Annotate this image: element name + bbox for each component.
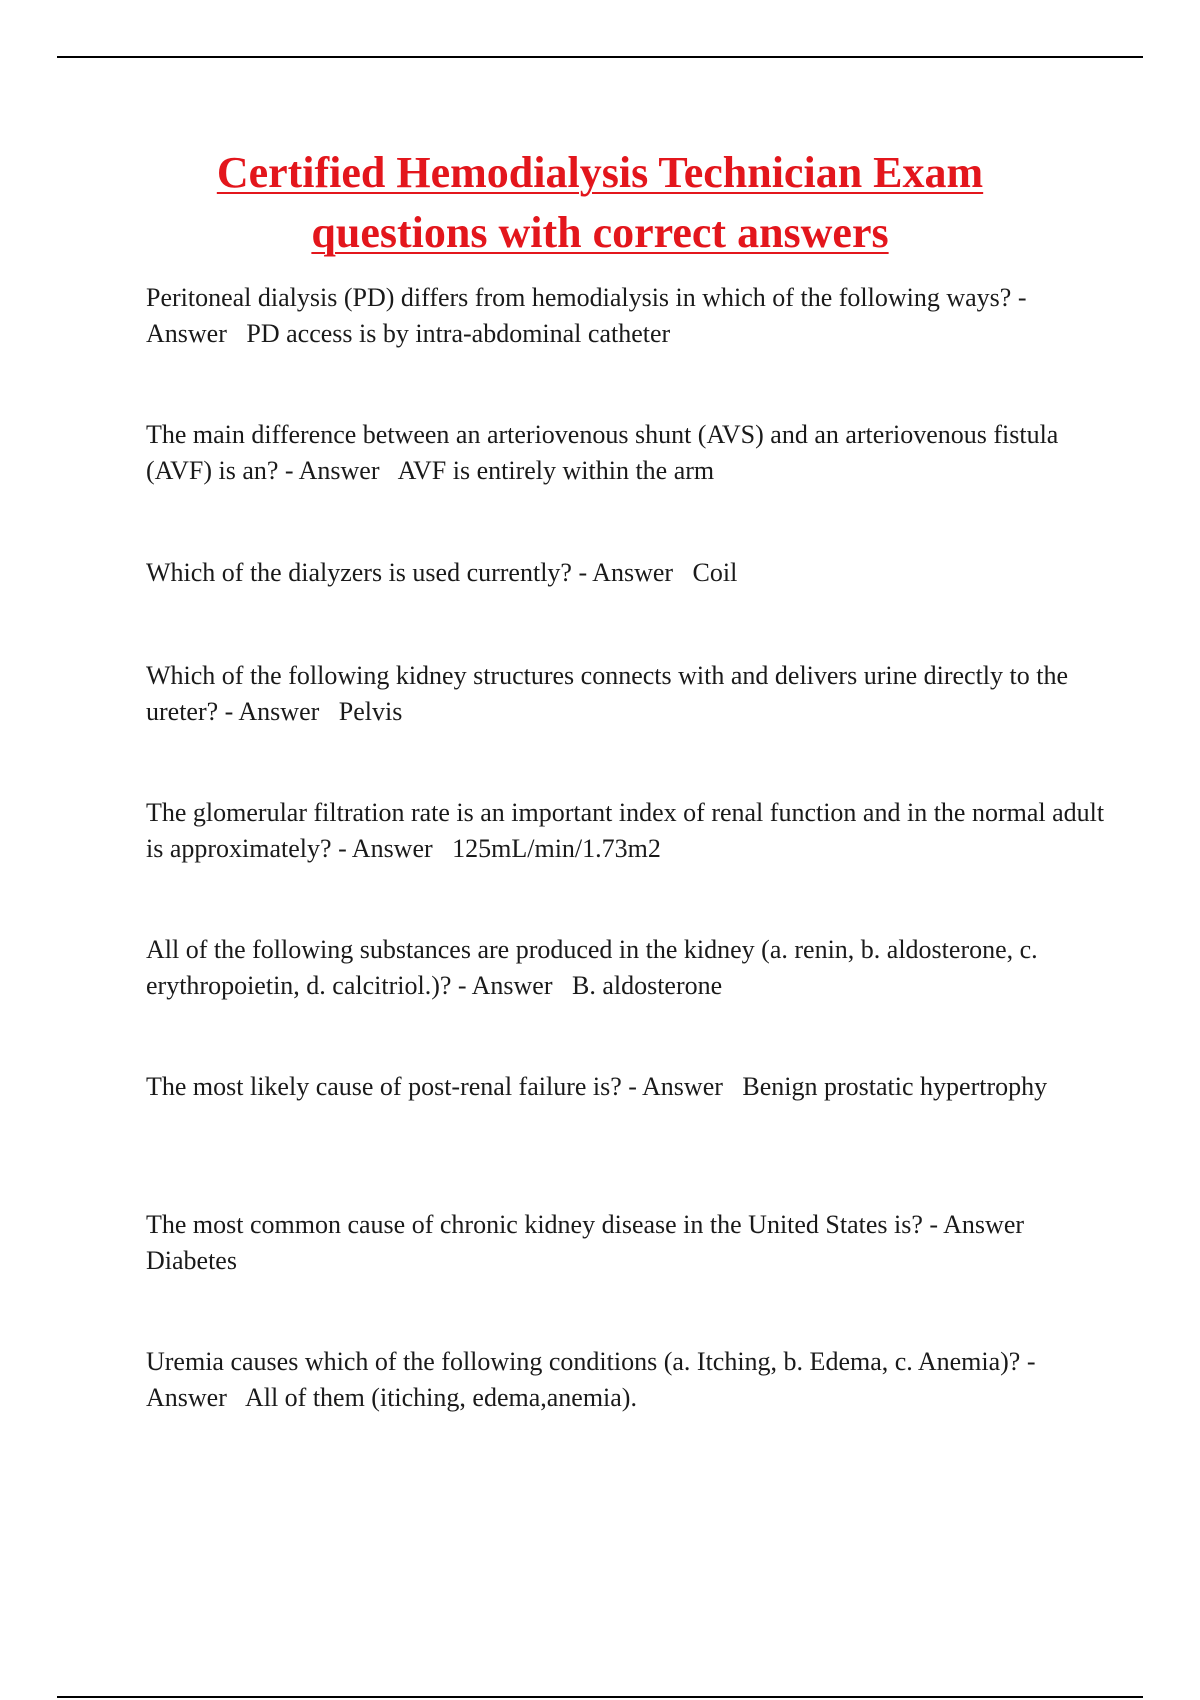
answer-separator: - Answer (922, 1210, 1044, 1239)
question-text: Which of the dialyzers is used currently? (146, 558, 572, 587)
qa-item-5 (146, 795, 1111, 867)
question-text: The main difference between an arteriovenous shunt (AVS) and an arteriovenous fistula (AVF) is an? (146, 420, 1065, 485)
qa-item-4 (146, 658, 1106, 730)
title-line-2: questions with correct answers (311, 208, 889, 257)
question-text: Uremia causes which of the following conditions (a. Itching, b. Edema, c. Anemia)? (146, 1347, 1021, 1376)
bottom-rule (57, 1696, 1143, 1698)
qa-item-9 (146, 1344, 1106, 1416)
answer-text: Pelvis (338, 697, 403, 726)
answer-text: Coil (692, 558, 738, 587)
title-line-1: Certified Hemodialysis Technician Exam (216, 148, 984, 197)
qa-item-3 (146, 555, 1106, 591)
document-title (100, 143, 1100, 263)
question-text: The most common cause of chronic kidney disease in the United States is? (146, 1210, 923, 1239)
answer-text: Benign prostatic hypertrophy (742, 1072, 1048, 1101)
answer-text: PD access is by intra-abdominal catheter (246, 319, 671, 348)
qa-item-8 (146, 1207, 1106, 1279)
answer-separator: - Answer (146, 283, 1032, 348)
answer-separator: - Answer (451, 971, 572, 1000)
answer-text: B. aldosterone (571, 971, 723, 1000)
answer-separator: - Answer (621, 1072, 743, 1101)
qa-item-7 (146, 1069, 1106, 1105)
top-rule (57, 56, 1143, 58)
answer-separator: - Answer (331, 834, 453, 863)
question-text: The most likely cause of post-renal failure is? (146, 1072, 622, 1101)
answer-text: Diabetes (146, 1246, 237, 1275)
answer-separator: - Answer (571, 558, 693, 587)
qa-item-6 (146, 932, 1106, 1004)
qa-item-2 (146, 417, 1106, 489)
question-text: All of the following substances are produced in the kidney (a. renin, b. aldosterone, c. erythropoietin, d. calcitriol.)? (146, 935, 1045, 1000)
answer-separator: - Answer (146, 1347, 1041, 1412)
question-text: Peritoneal dialysis (PD) differs from hemodialysis in which of the following ways? (146, 283, 1012, 312)
answer-text: 125mL/min/1.73m2 (452, 834, 661, 863)
qa-item-1 (146, 280, 1106, 352)
answer-text: AVF is entirely within the arm (397, 456, 715, 485)
answer-separator: - Answer (218, 697, 339, 726)
question-text: The glomerular filtration rate is an important index of renal function and in the normal adult is approximately? (146, 798, 1111, 863)
answer-text: All of them (itiching, edema,anemia). (244, 1383, 637, 1412)
answer-separator: - Answer (278, 456, 398, 485)
question-text: Which of the following kidney structures connects with and delivers urine directly to the ureter? (146, 661, 1075, 726)
